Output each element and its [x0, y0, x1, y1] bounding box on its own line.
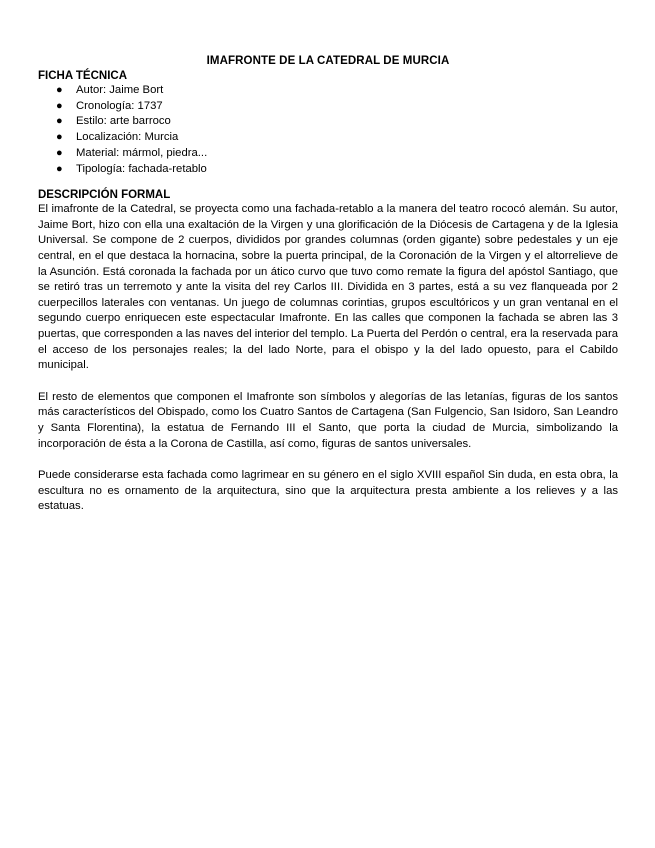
- list-item-text: Tipología: fachada-retablo: [76, 162, 207, 175]
- list-item: [56, 99, 618, 115]
- paragraph-3: Puede considerarse esta fachada como lagrimear en su género en el siglo XVIII español Sin duda, en esta obra, la escultura no es ornamento de la arquitectura, sino que la arquitectura presta ambiente a los relieves y a las estatuas.: [38, 469, 618, 513]
- list-item: [56, 83, 618, 99]
- list-item: [56, 114, 618, 130]
- paragraph-spacer: [38, 452, 618, 468]
- bullet-icon: ●: [56, 162, 63, 175]
- list-item-text: Material: mármol, piedra...: [76, 146, 208, 159]
- paragraph-1: El imafronte de la Catedral, se proyecta como una fachada-retablo a la manera del teatro rococó alemán. Su autor, Jaime Bort, hizo con ella una exaltación de la Virgen y una glorificación de la Diócesis de Cartagena y de la Iglesia Universal. Se compone de 2 cuerpos, divididos por grandes columnas (orden gigante) sobre pedestales y un eje central, en el que destaca la hornacina, sobre la puerta principal, de la Coronación de la Virgen y el altorrelieve de la Asunción. Está coronada la fachada por un ático curvo que tuvo como remate la figura del apóstol Santiago, que se retiró tras un terremoto y ante la visita del rey Carlos III. Dividida en 3 partes, está a su vez flanqueada por 2 cuerpecillos laterales con ventanas. Un juego de columnas corintias, grupos escultóricos y un gran ventanal en el segundo cuerpo enriquecen este espectacular Imafronte. En las calles que componen la fachada se abren las 3 puertas, que corresponden a las naves del interior del templo. La Puerta del Perdón o central, era la reservada para el acceso de los personajes reales; la del lado Norte, para el obispo y la del lado opuesto, para el Cabildo municipal.: [38, 203, 618, 372]
- paragraph-2: El resto de elementos que componen el Imafronte son símbolos y alegorías de las letanías, figuras de los santos más característicos del Obispado, como los Cuatro Santos de Cartagena (San Fulgencio, San Isidoro, San Leandro y Santa Florentina), la estatua de Fernando III el Santo, que porta la ciudad de Murcia, simbolizando la incorporación de ésta a la Corona de Castilla, así como, figuras de santos universales.: [38, 390, 618, 450]
- ficha-tecnica-heading: FICHA TÉCNICA: [38, 70, 128, 82]
- list-item: [56, 146, 618, 162]
- section-spacer: [38, 177, 618, 188]
- list-item-text: Cronología: 1737: [76, 99, 163, 112]
- paragraph-spacer: [38, 374, 618, 390]
- bullet-icon: ●: [56, 146, 63, 159]
- ficha-tecnica-list: [38, 83, 618, 177]
- list-item: [56, 130, 618, 146]
- list-item: [56, 162, 618, 178]
- list-item-text: Estilo: arte barroco: [76, 115, 171, 128]
- bullet-icon: ●: [56, 115, 63, 128]
- list-item-text: Autor: Jaime Bort: [76, 84, 164, 96]
- document-page: [38, 54, 618, 515]
- bullet-icon: ●: [56, 99, 63, 112]
- document-title: IMAFRONTE DE LA CATEDRAL DE MURCIA: [206, 55, 450, 67]
- descripcion-formal-heading: DESCRIPCIÓN FORMAL: [38, 189, 171, 202]
- bullet-icon: ●: [56, 131, 63, 144]
- bullet-icon: ●: [56, 84, 63, 96]
- list-item-text: Localización: Murcia: [76, 131, 179, 144]
